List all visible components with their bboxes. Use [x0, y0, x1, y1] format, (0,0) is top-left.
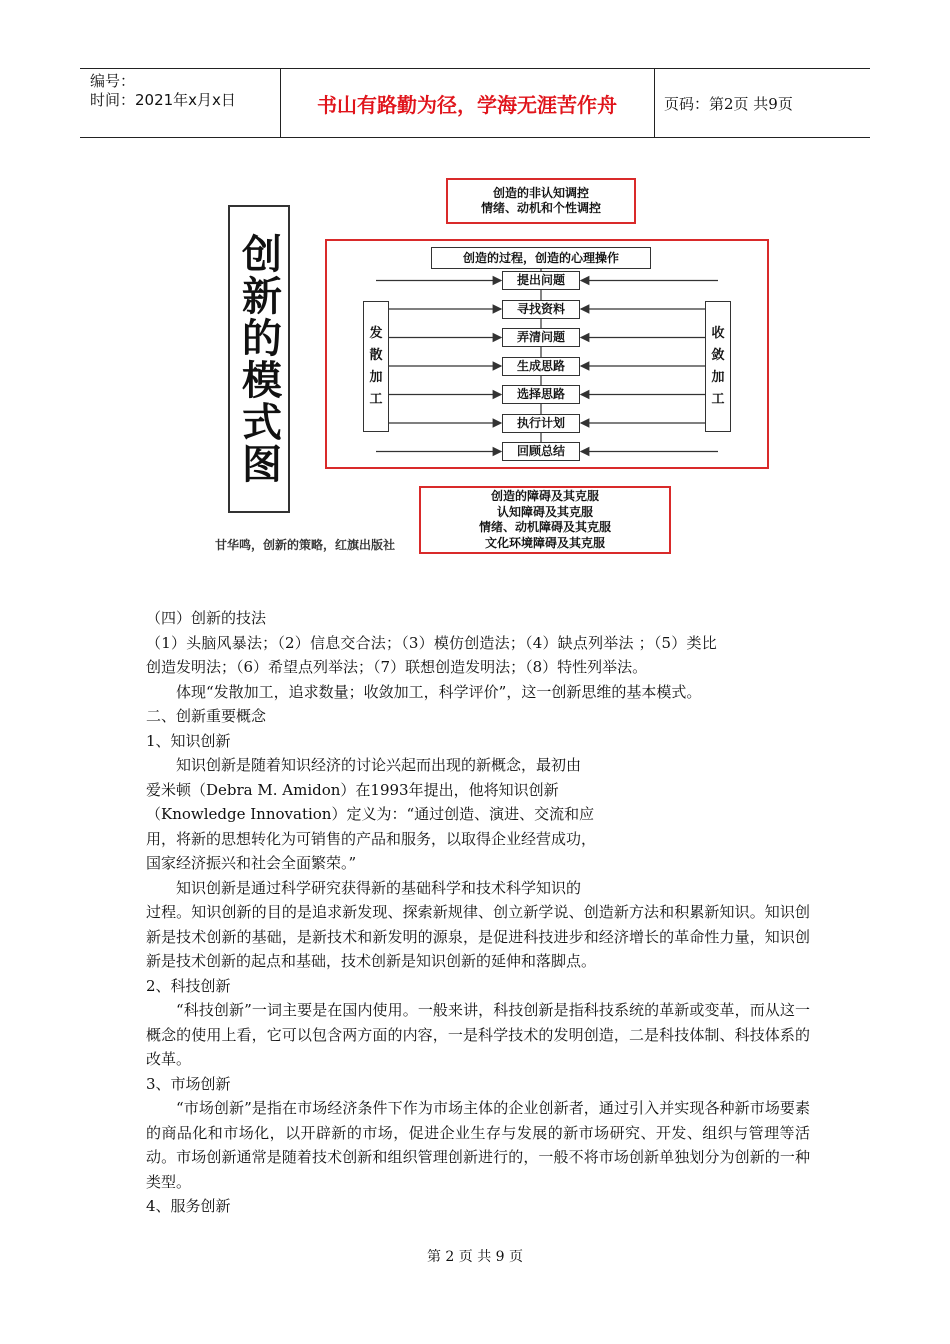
paragraph: “科技创新”一词主要是在国内使用。一般来讲，科技创新是指科技系统的革新或变革，而从这一概念的使用上看，它可以包含两方面的内容，一是科学技术的发明创造，二是科技体制、科技体系的改革。 — [146, 1001, 810, 1068]
header-motto: 书山有路勤为径，学海无涯苦作舟 — [280, 69, 655, 137]
subsection-heading: 1、知识创新 — [146, 731, 231, 750]
process-step: 寻找资料 — [502, 300, 580, 319]
subsection-heading: 3、市场创新 — [146, 1074, 231, 1093]
paragraph-line: 体现“发散加工，追求数量；收敛加工，科学评价”，这一创新思维的基本模式。 — [176, 682, 702, 701]
document-time-label: 时间：2021年x月x日 — [90, 91, 236, 109]
convergent-processing-box: 收 敛 加 工 — [705, 301, 731, 432]
paragraph: “市场创新”是指在市场经济条件下作为市场主体的企业创新者，通过引入并实现各种新市场要素的商品化和市场化，以开辟新的市场，促进企业生存与发展的新市场研究、开发、组织与管理等活动。市场创新通常是随着技术创新和组织管理创新进行的，一般不将市场创新单独划分为创新的一种类型。 — [146, 1099, 810, 1191]
subsection-heading: 4、服务创新 — [146, 1197, 231, 1215]
section-heading: （四）创新的技法 — [146, 609, 267, 627]
process-step: 选择思路 — [502, 385, 580, 404]
process-step: 生成思路 — [502, 357, 580, 376]
page-footer: 第 2 页 共 9 页 — [426, 1249, 524, 1265]
process-step: 执行计划 — [502, 414, 580, 433]
creative-obstacles-box: 创造的障碍及其克服 认知障碍及其克服 情绪、动机障碍及其克服 文化环境障碍及其克服 — [419, 486, 671, 554]
process-title-box: 创造的过程，创造的心理操作 — [431, 247, 651, 269]
paragraph-line: （Knowledge Innovation）定义为：“通过创造、演进、交流和应 — [146, 805, 595, 823]
diagram-source-caption: 甘华鸣，创新的策略，红旗出版社 — [214, 538, 395, 552]
paragraph-line: （1）头脑风暴法；（2）信息交合法；（3）模仿创造法；（4）缺点列举法 ；（5）类比 — [146, 633, 717, 652]
paragraph-line: 创造发明法；（6）希望点列举法；（7）联想创造发明法；（8）特性列举法。 — [146, 658, 648, 676]
process-step: 提出问题 — [502, 271, 580, 290]
divergent-processing-box: 发 散 加 工 — [363, 301, 389, 432]
paragraph-line: 国家经济振兴和社会全面繁荣。” — [146, 854, 357, 872]
document-number-label: 编号： — [90, 72, 136, 90]
paragraph-line: 知识创新是随着知识经济的讨论兴起而出现的新概念，最初由 — [176, 756, 582, 774]
section-heading: 二、创新重要概念 — [146, 707, 267, 725]
innovation-model-diagram — [190, 170, 790, 570]
paragraph-line: 用，将新的思想转化为可销售的产品和服务，以取得企业经营成功， — [146, 829, 597, 848]
header-page-number: 页码：第2页 共9页 — [664, 94, 793, 113]
diagram-vertical-title: 创新的模式图 — [228, 205, 290, 513]
paragraph-line: 爱米顿（Debra M. Amidon）在1993年提出，他将知识创新 — [146, 780, 559, 799]
process-step: 回顾总结 — [502, 442, 580, 461]
paragraph-line: 知识创新是通过科学研究获得新的基础科学和技术科学知识的 — [176, 878, 582, 897]
body-text — [146, 606, 810, 1219]
subsection-heading: 2、科技创新 — [146, 976, 231, 995]
paragraph: 过程。知识创新的目的是追求新发现、探索新规律、创立新学说、创造新方法和积累新知识。知识创新是技术创新的基础，是新技术和新发明的源泉，是促进科技进步和经济增长的革命性力量，知识创新是技术创新的起点和基础，技术创新是知识创新的延伸和落脚点。 — [146, 903, 810, 970]
header-meta — [80, 69, 281, 137]
page-header — [80, 68, 870, 138]
non-cognitive-regulation-box: 创造的非认知调控 情绪、动机和个性调控 — [446, 178, 636, 224]
process-step: 弄清问题 — [502, 328, 580, 347]
